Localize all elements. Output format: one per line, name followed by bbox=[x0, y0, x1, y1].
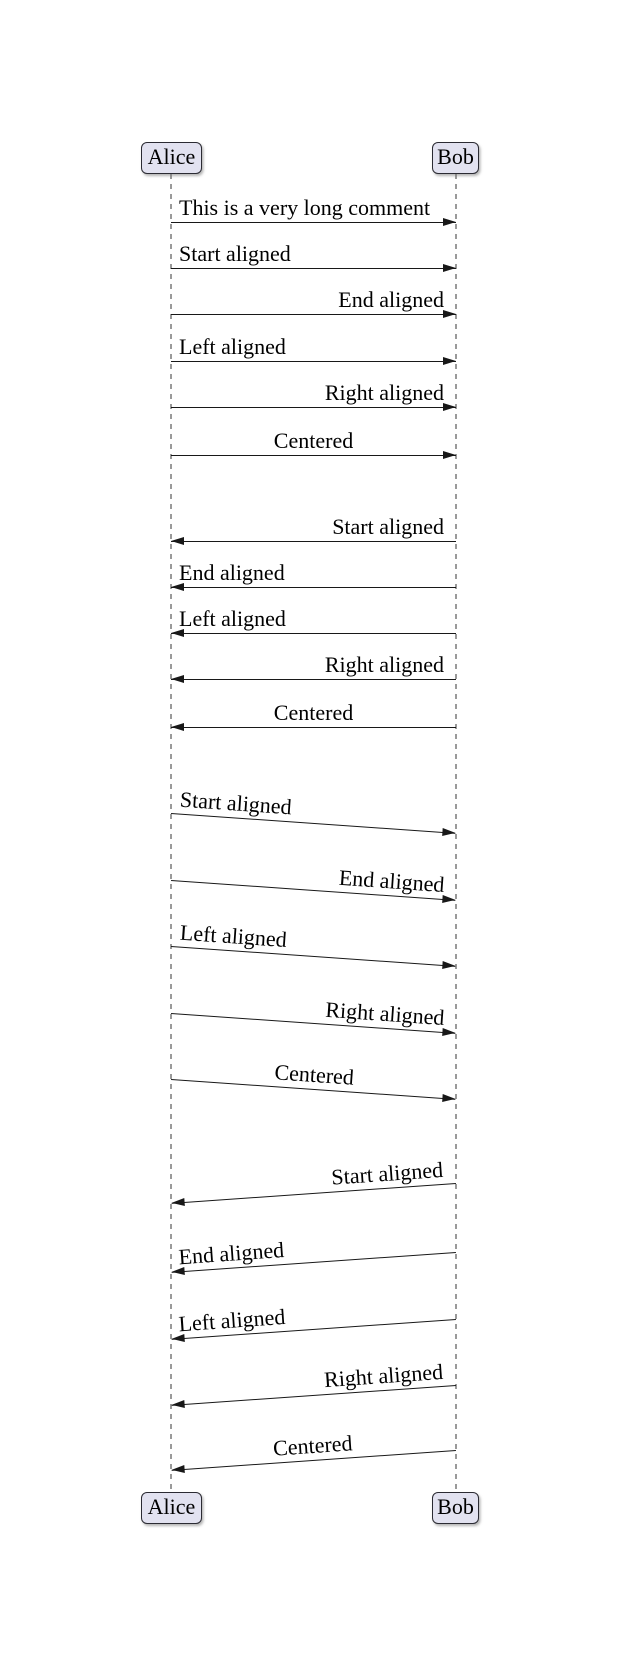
arrowhead-right-icon bbox=[442, 1094, 456, 1103]
message-label: Left aligned bbox=[177, 1303, 287, 1337]
message-8 bbox=[171, 560, 456, 588]
message-arrow bbox=[171, 268, 456, 269]
arrowhead-right-icon bbox=[442, 828, 456, 837]
message-7 bbox=[171, 514, 456, 542]
arrowhead-right-icon bbox=[443, 264, 456, 272]
message-12 bbox=[171, 786, 457, 834]
message-label: Centered bbox=[272, 1430, 354, 1461]
message-16 bbox=[171, 1052, 457, 1100]
arrowhead-left-icon bbox=[171, 675, 184, 683]
message-14 bbox=[171, 919, 457, 967]
message-17 bbox=[170, 1156, 456, 1204]
arrowhead-right-icon bbox=[442, 961, 456, 970]
message-arrow bbox=[171, 407, 456, 408]
actor-bob-top: Bob bbox=[432, 142, 479, 174]
message-arrow bbox=[171, 727, 456, 728]
message-arrow bbox=[171, 314, 456, 315]
message-label: Start aligned bbox=[332, 514, 444, 539]
message-1 bbox=[171, 195, 456, 223]
message-label: End aligned bbox=[338, 864, 446, 898]
message-label: Centered bbox=[273, 1059, 355, 1090]
message-15 bbox=[171, 986, 457, 1034]
actor-alice-top: Alice bbox=[141, 142, 202, 174]
message-arrow bbox=[171, 222, 456, 223]
message-label: Left aligned bbox=[179, 606, 286, 631]
arrowhead-left-icon bbox=[171, 629, 184, 637]
arrowhead-left-icon bbox=[171, 537, 184, 545]
message-arrow bbox=[171, 633, 456, 634]
message-label: Start aligned bbox=[330, 1156, 444, 1190]
message-label: Left aligned bbox=[179, 919, 288, 953]
message-11 bbox=[171, 700, 456, 728]
message-label: End aligned bbox=[177, 1237, 285, 1270]
message-label: Centered bbox=[273, 428, 354, 453]
arrowhead-right-icon bbox=[442, 1028, 456, 1037]
arrowhead-left-icon bbox=[171, 1400, 185, 1409]
message-2 bbox=[171, 241, 456, 269]
message-9 bbox=[171, 606, 456, 634]
message-label: End aligned bbox=[179, 560, 285, 585]
arrowhead-right-icon bbox=[443, 357, 456, 365]
arrowhead-left-icon bbox=[171, 1465, 185, 1474]
arrowhead-left-icon bbox=[171, 723, 184, 731]
message-label: Centered bbox=[273, 700, 354, 725]
message-arrow bbox=[171, 541, 456, 542]
message-4 bbox=[171, 334, 456, 362]
message-6 bbox=[171, 428, 456, 456]
message-label: Right aligned bbox=[323, 1358, 444, 1393]
message-21 bbox=[170, 1423, 456, 1471]
lifeline-alice bbox=[170, 174, 172, 1494]
message-label: End aligned bbox=[338, 287, 444, 312]
actor-alice-bottom: Alice bbox=[141, 1492, 202, 1524]
message-label: Right aligned bbox=[324, 380, 444, 405]
message-label: Left aligned bbox=[179, 334, 286, 359]
message-label: Right aligned bbox=[324, 996, 446, 1031]
arrowhead-left-icon bbox=[171, 1267, 185, 1276]
arrowhead-right-icon bbox=[442, 895, 456, 904]
message-label: Start aligned bbox=[179, 786, 293, 820]
arrowhead-right-icon bbox=[443, 310, 456, 318]
message-arrow bbox=[171, 679, 456, 680]
arrowhead-right-icon bbox=[443, 218, 456, 226]
message-20 bbox=[170, 1358, 456, 1406]
message-label: Start aligned bbox=[179, 241, 291, 266]
message-18 bbox=[170, 1225, 456, 1273]
arrowhead-right-icon bbox=[443, 451, 456, 459]
message-arrow bbox=[171, 361, 456, 362]
message-13 bbox=[171, 853, 457, 901]
message-arrow bbox=[171, 455, 456, 456]
message-10 bbox=[171, 652, 456, 680]
arrowhead-right-icon bbox=[443, 403, 456, 411]
arrowhead-left-icon bbox=[171, 1334, 185, 1343]
message-arrow bbox=[171, 587, 456, 588]
message-5 bbox=[171, 380, 456, 408]
message-3 bbox=[171, 287, 456, 315]
message-label: This is a very long comment bbox=[179, 195, 431, 220]
actor-bob-bottom: Bob bbox=[432, 1492, 479, 1524]
arrowhead-left-icon bbox=[171, 1198, 185, 1207]
message-label: Right aligned bbox=[324, 652, 444, 677]
arrowhead-left-icon bbox=[171, 583, 184, 591]
message-19 bbox=[170, 1292, 456, 1340]
